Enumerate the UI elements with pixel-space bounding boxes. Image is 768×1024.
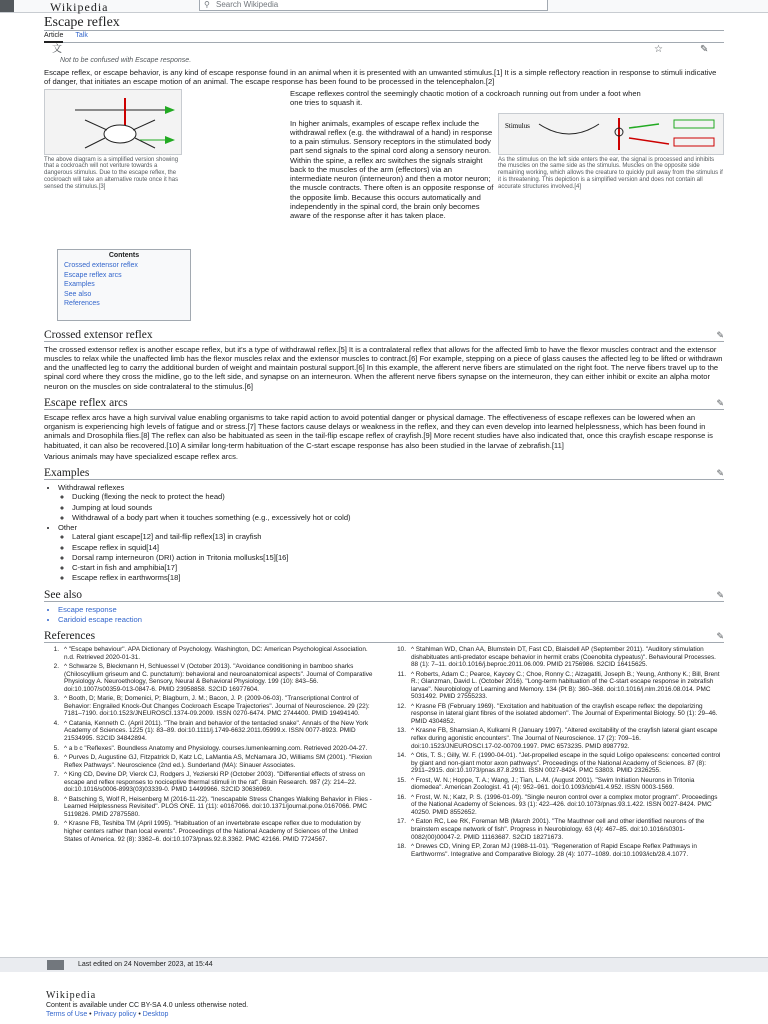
toc-item[interactable]: References (64, 300, 100, 308)
reference-item: 8. ^ Batsching S, Wolf R, Heisenberg M (2016-11-22). "Inescapable Stress Changes Walking Behavior in Flies - Learned Helplessness Revisited". PLOS ONE. 11 (11): e0167066. doi:10.1371/journal.pone.0167066. PMC 5119826. PMID 27875580. (53, 795, 372, 818)
reference-item: 7. ^ King CD, Devine DP, Vierck CJ, Rodgers J, Yezierski RP (October 2003). "Differential effects of stress on escape and reflex responses to nociceptive thermal stimuli in the rat". Brain Research. 987 (2): 214–22. doi:10.1016/s0006-8993(03)03339-0. PMID 14499966. S2CID 30636969. (53, 771, 365, 794)
arcs-paragraph: Escape reflex arcs have a high survival value enabling organisms to take rapid action to avoid potential danger or physical damage. The effectiveness of escape reflexes can be lowered when an organism is experiencing high levels of fatigue and or stress.[7] These factors cause delays or weakness in the reflex, and they can even develop into learned helplessness, which has been found in animals and Drosophila flies.[8] The reflex can also be habituated as seen in the tail-flip escape reflex of crayfish.[9] More recent studies have also indicated that, once this crayfish escape response is habituated, it can also be recovered.[10] A similar long-term habituation of the C-start escape response has also been studied in the larvae of zebrafish.[11] (44, 412, 713, 450)
references-right-column (391, 646, 724, 860)
seealso-list (58, 605, 724, 625)
edit-pencil-icon[interactable]: ✎ (700, 44, 709, 55)
reference-item: 1. ^ "Escape behaviour". APA Dictionary of Psychology. Washington, DC: American Psychological Association. n.d. Retrieved 2020-01-31. (53, 646, 368, 661)
list-item: ◦ Escape reflex in squid[14] (72, 543, 724, 552)
wikipedia-logo[interactable]: Wikipedia (50, 0, 109, 14)
svg-text:Stimulus: Stimulus (505, 121, 530, 130)
terms-link[interactable]: Terms of Use (46, 1010, 88, 1018)
reference-item: 10. ^ Stahlman WD, Chan AA, Blumstein DT, Fast CD, Blaisdell AP (September 2011). "Auditory stimulation dishabituates anti-predator escape behavior in hermit crabs (Coenobita clypeatus)". Behavioural Processes. 88 (1): 7–11. doi:10.1016/j.beproc.2011.06.009. PMID 21756986. S2CID 16415625. (397, 646, 716, 669)
reference-item: 9. ^ Krasne FB, Teshiba TM (April 1995). "Habituation of an invertebrate escape reflex due to modulation by higher centers rather than local events". Proceedings of the National Academy of Sciences of the United States of America. 92 (8): 3362–6. doi:10.1073/pnas.92.8.3362. PMC 42166. PMID 7724567. (53, 820, 361, 843)
examples-list (58, 483, 724, 583)
list-item: • Other ◦ Lateral giant escape[12] and tail-flip reflex[13] in crayfish ◦ Escape reflex in squid[14] ◦ Dorsal ramp interneuron (DRI) action in Tritonia mollusks[15][16] ◦ C-start in fish and amphibia[17] ◦ Escape reflex in earthworms[18] (58, 523, 724, 583)
table-of-contents (57, 249, 191, 321)
reference-item: 18. ^ Drewes CD, Vining EP, Zoran MJ (1988-11-01). "Regeneration of Rapid Escape Reflex Pathways in Earthworms". Integrative and Comparative Biology. 28 (4): 1077–1089. doi:10.1093/icb/28.4.1077. (397, 843, 697, 858)
section-heading-examples: Examples ✎ (44, 467, 724, 479)
reference-item: 6. ^ Purves D, Augustine GJ, Fitzpatrick D, Katz LC, LaMantia AS, McNamara JO, Williams SM (2001). "Flexion Reflex Pathways". Neuroscience (2nd ed.). Sunderland (MA): Sinauer Associates. (53, 754, 372, 769)
toc-wrapper (44, 247, 724, 323)
reference-item: 12. ^ Krasne FB (February 1969). "Excitation and habituation of the crayfish escape reflex: the depolarizing response in lateral giant fibres of the isolated abdomen". The Journal of Experimental Biology. 50 (1): 29–46. PMID 4304852. (397, 702, 718, 725)
reference-item: 13. ^ Krasne FB, Shamsian A, Kulkarni R (January 1997). "Altered excitability of the crayfish lateral giant escape reflex during agonistic encounters". The Journal of Neuroscience. 17 (2): 709–16. doi:10.1523/JNEUROSCI.17-02-00709.1997. PMC 6573235. PMID 8987792. (397, 727, 718, 750)
privacy-link[interactable]: Privacy policy (93, 1010, 137, 1018)
section-heading-references: References ✎ (44, 630, 724, 642)
menu-icon[interactable] (0, 0, 14, 12)
language-icon[interactable]: 文 (52, 44, 62, 55)
arcs-paragraph-2: Various animals may have specialized escape reflex arcs. (44, 451, 239, 461)
tab-article[interactable]: Article (44, 31, 63, 43)
list-item: ◦ Escape reflex in earthworms[18] (72, 573, 724, 582)
list-item: ◦ Withdrawal of a body part when it touches something (e.g., excessively hot or cold) (72, 513, 724, 522)
intro-paragraph-3: In higher animals, examples of escape reflex include the withdrawal reflex (e.g. the withdrawal of a hand) in response to a pain stimulus. Sensory receptors in the stimulated body part send signals to the spinal cord along a sensory neuron. Within the spine, a reflex arc switches the signals straight back to the muscles of the arm (effectors) via an intermediate neuron (interneuron) and then a motor neuron; the muscle contracts. There often is an opposite response of the opposite limb. Because this occurs automatically and independently in the spinal cord, the brain only becomes aware of the response after it has taken place. (290, 118, 494, 220)
cockroach-diagram-image[interactable] (44, 89, 182, 155)
reference-item: 16. ^ Frost, W. N.; Katz, P. S. (1996-01-09). "Single neuron control over a complex motor program". Proceedings of the National Academy of Sciences. 93 (1): 422–426. doi:10.1073/pnas.93.1.422. ISSN 0027-8424. PMC 40250. PMID 8552652. (397, 793, 718, 816)
edit-pencil-icon[interactable]: ✎ (716, 329, 724, 340)
intro-figures (44, 89, 724, 247)
search-placeholder: Search Wikipedia (216, 0, 279, 9)
last-edited-bar[interactable] (0, 957, 768, 972)
section-heading-seealso: See also ✎ (44, 588, 724, 601)
watch-star-icon[interactable]: ☆ (654, 44, 663, 55)
tab-talk[interactable]: Talk (75, 32, 88, 39)
page-tools (44, 43, 724, 57)
reference-item: 4. ^ Catania, Kenneth C. (April 2011). "The brain and behavior of the tentacled snake". Annals of the New York Academy of Sciences. 1225 (1): 83–89. doi:10.1111/j.1749-6632.2011.05999.x. ISSN 0077-8923. PMID 21534995. S2CID 34842894. (53, 719, 369, 743)
reflex-arc-diagram-image[interactable] (498, 113, 724, 155)
reference-item: 5. ^ a b c "Reflexes". Boundless Anatomy and Physiology. courses.lumenlearning.com. Retrieved 2020-04-27. (53, 744, 368, 752)
last-edited-text: Last edited on 24 November 2023, at 15:44 (78, 961, 213, 968)
article-content (44, 14, 724, 860)
seealso-link[interactable]: • Escape response (58, 605, 724, 614)
toc-item[interactable]: Examples (64, 281, 95, 289)
list-item: ◦ Dorsal ramp interneuron (DRI) action in Tritonia mollusks[15][16] (72, 553, 724, 562)
list-item: ◦ Jumping at loud sounds (72, 503, 724, 512)
references-left-column (44, 646, 377, 860)
section-heading-arcs: Escape reflex arcs ✎ (44, 396, 724, 409)
desktop-link[interactable]: Desktop (142, 1010, 169, 1018)
thumb-left-caption: The above diagram is a simplified version showing that a cockroach will not venture towards a dangerous stimulus. Due to the escape reflex, the cockroach will take an alternative route once it has sensed the stimulus.[3] (44, 156, 179, 191)
thumb-right (498, 113, 724, 191)
reference-item: 15. ^ Frost, W. N.; Hoppe, T. A.; Wang, J.; Tian, L.-M. (August 2001). "Swim Initiation Neurons in Tritonia diomedea". American Zoologist. 41 (4): 952–961. doi:10.1093/icb/41.4.952. ISSN 0003-1569. (397, 776, 695, 792)
search-icon: ⚲ (204, 0, 210, 9)
thumb-right-caption: As the stimulus on the left side enters the ear, the signal is processed and inhibits the muscles on the same side as the stimulus. Muscles on the opposite side remaining working, which allows the creature to quickly pull away from the stimulus if it is threatening. This depiction is a simplified version and does not contain all accurate structures involved.[4] (498, 156, 723, 191)
reference-item: 2. ^ Schwarze S, Bleckmann H, Schluessel V (October 2013). "Avoidance conditioning in bamboo sharks (Chiloscyllium griseum and C. punctatum): behavioral and neuroanatomical aspects". Journal of Comparative Physiology A. Neuroethology, Sensory, Neural & Behavioral Physiology. 199 (10): 843–56. doi:10.1007/s00359-013-0847-6. PMID 23958858. S2CID 16977604. (53, 663, 373, 693)
page-title: Escape reflex (44, 14, 724, 31)
edit-pencil-icon[interactable]: ✎ (716, 631, 724, 641)
toc-item[interactable]: Escape reflex arcs (64, 271, 122, 279)
intro-middle (290, 89, 650, 110)
seealso-link[interactable]: • Caridoid escape reaction (58, 615, 724, 624)
reference-item: 14. ^ Otis, T. S.; Gilly, W. F. (1990-04-01). "Jet-propelled escape in the squid Loligo opalescens: concerted control by giant and non-giant motor axon pathways". Proceedings of the National Academy of Sciences. 87 (8): 2911–2915. doi:10.1073/pnas.87.8.2911. ISSN 0027-8424. PMC 53803. PMID 2326255. (397, 752, 721, 775)
list-item: ◦ C-start in fish and amphibia[17] (72, 563, 724, 572)
list-item: ◦ Ducking (flexing the neck to protect the head) (72, 492, 724, 501)
edit-pencil-icon[interactable]: ✎ (716, 589, 724, 600)
search-input[interactable] (199, 0, 548, 11)
crossed-paragraph: The crossed extensor reflex is another escape reflex, but it's a type of withdrawal reflex.[5] It is a contralateral reflex that allows for the affected limb to have the flexor muscles contract and the extensor muscles to relax while the unaffected limb has the flexor muscles relax and the extensor muscles to contract.[6] For example, stepping on a piece of glass causes the affected leg to be lifted or withdrawn and the unaffected leg to carry the additional burden of weight and maintain postural support.[6] In this example, the afferent nerve fibers are stimulated on the right foot. The nerve fibers travel up to the spinal cord where they cross the midline, go to the left side, and synapse on an interneuron. When the afferent nerve fibers synapse on the interneuron, they can either inhibit or excite an alpha motor neuron on the muscles on side contralateral to the stimulus.[6] (44, 344, 723, 391)
footer: Wikipedia Content is available under CC BY-SA 4.0 unless otherwise noted. Terms of Use • Privacy policy • Desktop (46, 990, 726, 1019)
footer-wordmark: Wikipedia (46, 990, 97, 1001)
toc-item[interactable]: See also (64, 290, 92, 298)
top-bar (0, 0, 768, 13)
list-item: • Withdrawal reflexes ◦ Ducking (flexing the neck to protect the head) ◦ Jumping at loud sounds ◦ Withdrawal of a body part when it touches something (e.g., excessively hot or cold) (58, 483, 724, 522)
reference-item: 11. ^ Roberts, Adam C.; Pearce, Kaycey C.; Choe, Ronny C.; Alzagatiti, Joseph B.; Yeung, Anthony K.; Bill, Brent R.; Glanzman, David L. (October 2016). "Long-term habituation of the C-start escape response in zebrafish larvae". Neurobiology of Learning and Memory. 134 (Pt B): 360–368. doi:10.1016/j.nlm.2016.08.014. PMC 5031492. PMID 27555233. (397, 670, 720, 701)
intro-paragraph-1: Escape reflex, or escape behavior, is any kind of escape response found in an animal when it is presented with an unwanted stimulus.[1] It is a simple reflectory reaction in response to stimuli indicative of danger, that initiates an escape motion of an animal. The escape response has been found to be processed in the telencephalon.[2] (44, 68, 717, 87)
section-heading-crossed: Crossed extensor reflex ✎ (44, 328, 724, 341)
edit-pencil-icon[interactable]: ✎ (716, 468, 724, 478)
thumb-left (44, 89, 182, 191)
reference-item: 17. ^ Eaton RC, Lee RK, Foreman MB (March 2001). "The Mauthner cell and other identified neurons of the brainstem escape network of fish". Progress in Neurobiology. 63 (4): 467–85. doi:10.1016/s0301-0082(00)00047-2. PMID 11163687. S2CID 18271673. (397, 818, 705, 841)
page-tabs (44, 31, 724, 43)
history-icon (47, 960, 64, 970)
list-item: ◦ Lateral giant escape[12] and tail-flip reflex[13] in crayfish (72, 532, 724, 541)
edit-pencil-icon[interactable]: ✎ (716, 397, 724, 408)
toc-title: Contents (108, 251, 140, 259)
hatnote: Not to be confused with Escape response. (60, 57, 192, 64)
references-list (44, 646, 724, 860)
intro-middle-col (290, 119, 495, 223)
toc-item[interactable]: Crossed extensor reflex (64, 262, 138, 270)
intro-paragraph-2: Escape reflexes control the seemingly chaotic motion of a cockroach running out from under a foot when one tries to squash it. (290, 88, 641, 107)
license-text: Content is available under CC BY-SA 4.0 unless otherwise noted. (46, 1002, 249, 1010)
reference-item: 3. ^ Booth, D; Marie, B; Domenici, P; Blagburn, J. M.; Bacon, J. P. (2009-06-03). "Transcriptional Control of Behavior: Engrailed Knock-Out Changes Cockroach Escape Trajectories". Journal of Neuroscience. 29 (22): 7181–7190. doi:10.1523/JNEUROSCI.1374-09.2009. ISSN 0270-6474. PMC 2744400. PMID 19494140. (53, 695, 370, 718)
